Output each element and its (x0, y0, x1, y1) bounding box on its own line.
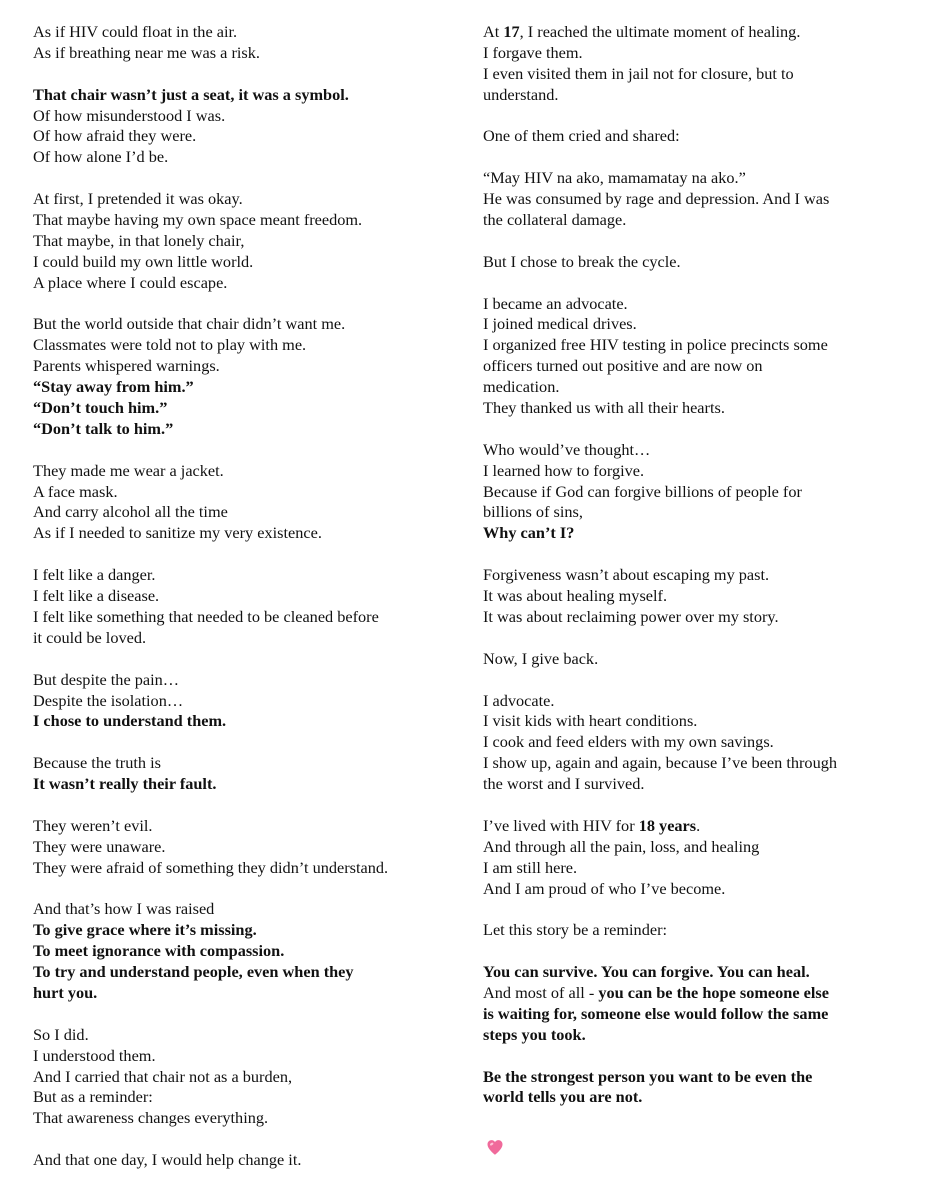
text-line: “Don’t touch him.” (33, 398, 168, 418)
blank-line (483, 147, 903, 168)
text-line: But despite the pain… (33, 669, 180, 689)
text-run: I’ve lived with HIV for (483, 815, 639, 835)
text-line: I advocate. (483, 690, 555, 710)
text-line: “May HIV na ako, mamamatay na ako.” (483, 168, 746, 188)
blank-line (483, 419, 903, 440)
text-line: And that’s how I was raised (33, 899, 215, 919)
text-line: But I chose to break the cycle. (483, 251, 681, 271)
text-line: Of how afraid they were. (33, 126, 197, 146)
blank-line (483, 231, 903, 252)
text-line: I show up, again and again, because I’ve been through (483, 753, 837, 773)
bold-run: 18 years (638, 815, 697, 835)
text-line: A face mask. (33, 481, 118, 501)
text-line: is waiting for, someone else would follow the same (483, 1003, 829, 1023)
text-line: I cook and feed elders with my own savings. (483, 732, 774, 752)
text-line: billions of sins, (483, 502, 583, 522)
text-line: Why can’t I? (483, 523, 575, 543)
text-line: Forgiveness wasn’t about escaping my past. (483, 565, 770, 585)
blank-line (33, 649, 453, 670)
blank-line (483, 106, 903, 127)
text-line: They were unaware. (33, 836, 166, 856)
text-line: They made me wear a jacket. (33, 460, 224, 480)
text-run: And most of all - (483, 982, 599, 1002)
blank-line (483, 941, 903, 962)
text-line: It was about reclaiming power over my story. (483, 606, 779, 626)
text-line: steps you took. (483, 1024, 586, 1044)
text-line: So I did. (33, 1024, 89, 1044)
text-run: . (696, 815, 701, 835)
text-line: To try and understand people, even when they (33, 962, 354, 982)
blank-line (483, 670, 903, 691)
blank-line (33, 879, 453, 900)
right-text-column (483, 22, 903, 1157)
bold-run: you can be the hope someone else (598, 982, 829, 1002)
text-line: Now, I give back. (483, 648, 599, 668)
text-line: They were afraid of something they didn’t understand. (33, 857, 389, 877)
text-line: As if breathing near me was a risk. (33, 42, 260, 62)
text-line: Because the truth is (33, 753, 161, 773)
blank-line (33, 1129, 453, 1150)
pink-heart-icon (485, 1137, 505, 1157)
text-line: understand. (483, 84, 559, 104)
text-line: I joined medical drives. (483, 314, 637, 334)
text-line: I felt like a danger. (33, 565, 156, 585)
blank-line (33, 795, 453, 816)
text-line: That maybe, in that lonely chair, (33, 230, 245, 250)
text-line: And through all the pain, loss, and healing (483, 836, 760, 856)
text-line: I chose to understand them. (33, 711, 227, 731)
text-line: It wasn’t really their fault. (33, 774, 217, 794)
blank-line (33, 294, 453, 315)
text-line: They weren’t evil. (33, 815, 153, 835)
text-line: I became an advocate. (483, 293, 628, 313)
blank-line (33, 544, 453, 565)
bold-run: 17 (503, 22, 520, 41)
text-line: And that one day, I would help change it. (33, 1150, 302, 1170)
blank-line (483, 544, 903, 565)
text-line: I felt like a disease. (33, 586, 160, 606)
text-line: “Don’t talk to him.” (33, 418, 174, 438)
text-line: Of how misunderstood I was. (33, 105, 226, 125)
text-line (483, 22, 903, 43)
text-line: Parents whispered warnings. (33, 356, 220, 376)
text-line: And I carried that chair not as a burden, (33, 1066, 293, 1086)
blank-line (33, 64, 453, 85)
left-text-column (33, 22, 453, 1171)
text-line: And carry alcohol all the time (33, 502, 228, 522)
text-line: Of how alone I’d be. (33, 147, 169, 167)
text-line: officers turned out positive and are now on (483, 356, 763, 376)
blank-line (483, 628, 903, 649)
text-line: One of them cried and shared: (483, 126, 680, 146)
text-line: To meet ignorance with compassion. (33, 941, 285, 961)
text-line (483, 983, 903, 1004)
text-line: That maybe having my own space meant freedom. (33, 210, 363, 230)
text-run: , I reached the ultimate moment of healing. (519, 22, 801, 41)
blank-line (33, 1004, 453, 1025)
text-line: the worst and I survived. (483, 774, 645, 794)
text-line: But the world outside that chair didn’t want me. (33, 314, 346, 334)
blank-line (33, 732, 453, 753)
blank-line (33, 168, 453, 189)
text-line: Be the strongest person you want to be even the (483, 1066, 813, 1086)
text-line: it could be loved. (33, 627, 147, 647)
text-line: I organized free HIV testing in police precincts some (483, 335, 828, 355)
text-line: You can survive. You can forgive. You can heal. (483, 962, 810, 982)
text-line: Let this story be a reminder: (483, 920, 668, 940)
text-line: At first, I pretended it was okay. (33, 189, 243, 209)
text-line: I could build my own little world. (33, 251, 254, 271)
text-line: It was about healing myself. (483, 586, 668, 606)
text-run: At (483, 22, 504, 41)
text-line: That chair wasn’t just a seat, it was a symbol. (33, 84, 349, 104)
blank-line (483, 795, 903, 816)
text-line: world tells you are not. (483, 1087, 643, 1107)
blank-line (483, 1046, 903, 1067)
text-line: But as a reminder: (33, 1087, 153, 1107)
text-line: Because if God can forgive billions of people for (483, 481, 802, 501)
text-line: That awareness changes everything. (33, 1108, 269, 1128)
text-line: I felt like something that needed to be cleaned before (33, 606, 379, 626)
text-line: “Stay away from him.” (33, 377, 194, 397)
text-line: He was consumed by rage and depression. And I was (483, 189, 830, 209)
text-line: As if I needed to sanitize my very existence. (33, 523, 322, 543)
text-line: I even visited them in jail not for closure, but to (483, 63, 794, 83)
text-line: And I am proud of who I’ve become. (483, 878, 726, 898)
text-line: medication. (483, 377, 560, 397)
blank-line (483, 273, 903, 294)
text-line: Despite the isolation… (33, 690, 184, 710)
text-line: Classmates were told not to play with me. (33, 335, 307, 355)
text-line: To give grace where it’s missing. (33, 920, 257, 940)
text-line: the collateral damage. (483, 210, 627, 230)
text-line: As if HIV could float in the air. (33, 22, 238, 41)
text-line: I am still here. (483, 857, 578, 877)
blank-line (483, 899, 903, 920)
text-line (483, 816, 903, 837)
text-line: I visit kids with heart conditions. (483, 711, 698, 731)
text-line: hurt you. (33, 982, 98, 1002)
blank-line (33, 440, 453, 461)
text-line: Who would’ve thought… (483, 439, 651, 459)
text-line: A place where I could escape. (33, 272, 228, 292)
text-line: I learned how to forgive. (483, 460, 645, 480)
text-line: I forgave them. (483, 42, 583, 62)
text-line: They thanked us with all their hearts. (483, 398, 725, 418)
text-line: I understood them. (33, 1045, 156, 1065)
